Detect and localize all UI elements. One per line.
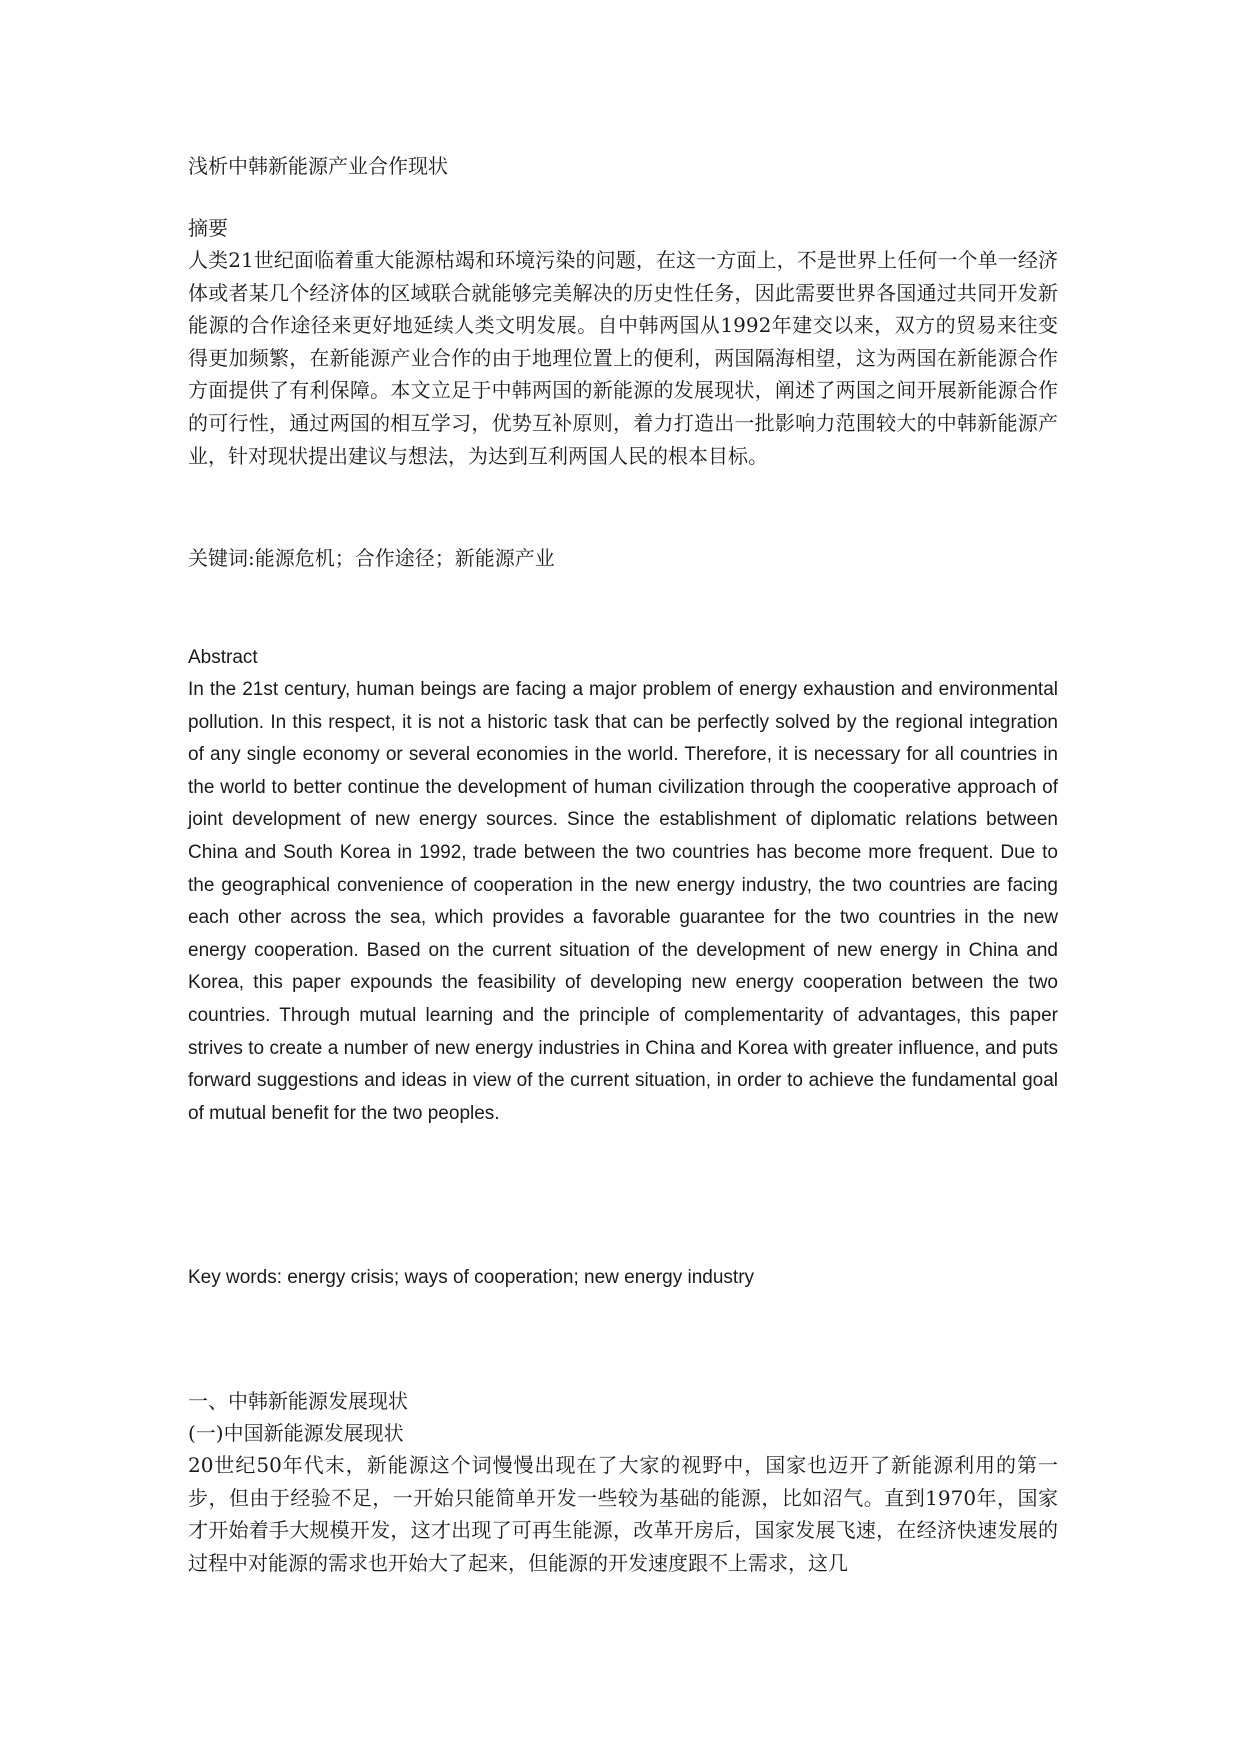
- english-keywords: Key words: energy crisis; ways of cooperation; new energy industry: [188, 1267, 755, 1288]
- chinese-abstract: [188, 212, 1058, 472]
- english-abstract: [188, 642, 1058, 1130]
- section-one: [188, 1385, 1058, 1579]
- english-abstract-heading: Abstract: [188, 647, 258, 668]
- document-title: 浅析中韩新能源产业合作现状: [188, 154, 448, 178]
- chinese-abstract-body: 人类21世纪面临着重大能源枯竭和环境污染的问题，在这一方面上，不是世界上任何一个单一经济体或者某几个经济体的区域联合就能够完美解决的历史性任务，因此需要世界各国通过共同开发新能源的合作途径来更好地延续人类文明发展。自中韩两国从1992年建交以来，双方的贸易来往变得更加频繁，在新能源产业合作的由于地理位置上的便利，两国隔海相望，这为两国在新能源合作方面提供了有利保障。本文立足于中韩两国的新能源的发展现状，阐述了两国之间开展新能源合作的可行性，通过两国的相互学习，优势互补原则，着力打造出一批影响力范围较大的中韩新能源产业，针对现状提出建议与想法，为达到互利两国人民的根本目标。: [188, 248, 1058, 468]
- section-heading: 一、中韩新能源发展现状: [188, 1389, 408, 1413]
- chinese-abstract-heading: 摘要: [188, 216, 228, 240]
- section-body: 20世纪50年代末，新能源这个词慢慢出现在了大家的视野中，国家也迈开了新能源利用的第一步，但由于经验不足，一开始只能简单开发一些较为基础的能源，比如沼气。直到1970年，国家才开始着手大规模开发，这才出现了可再生能源，改革开房后，国家发展飞速，在经济快速发展的过程中对能源的需求也开始大了起来，但能源的开发速度跟不上需求，这几: [188, 1453, 1058, 1575]
- english-abstract-body: In the 21st century, human beings are facing a major problem of energy exhaustion and environmental pollution. In this respect, it is not a historic task that can be perfectly solved by the regional integration of any single economy or several economies in the world. Therefore, it is necessary for all countries in the world to better continue the development of human civilization through the cooperative approach of joint development of new energy sources. Since the establishment of diplomatic relations between China and South Korea in 1992, trade between the two countries has become more frequent. Due to the geographical convenience of cooperation in the new energy industry, the two countries are facing each other across the sea, which provides a favorable guarantee for the two countries in the new energy cooperation. Based on the current situation of the development of new energy in China and Korea, this paper expounds the feasibility of developing new energy cooperation between the two countries. Through mutual learning and the principle of complementarity of advantages, this paper strives to create a number of new energy industries in China and Korea with greater influence, and puts forward suggestions and ideas in view of the current situation, in order to achieve the fundamental goal of mutual benefit for the two peoples.: [188, 679, 1058, 1124]
- subsection-heading: (一)中国新能源发展现状: [188, 1421, 404, 1445]
- chinese-keywords: 关键词:能源危机；合作途径；新能源产业: [188, 546, 555, 570]
